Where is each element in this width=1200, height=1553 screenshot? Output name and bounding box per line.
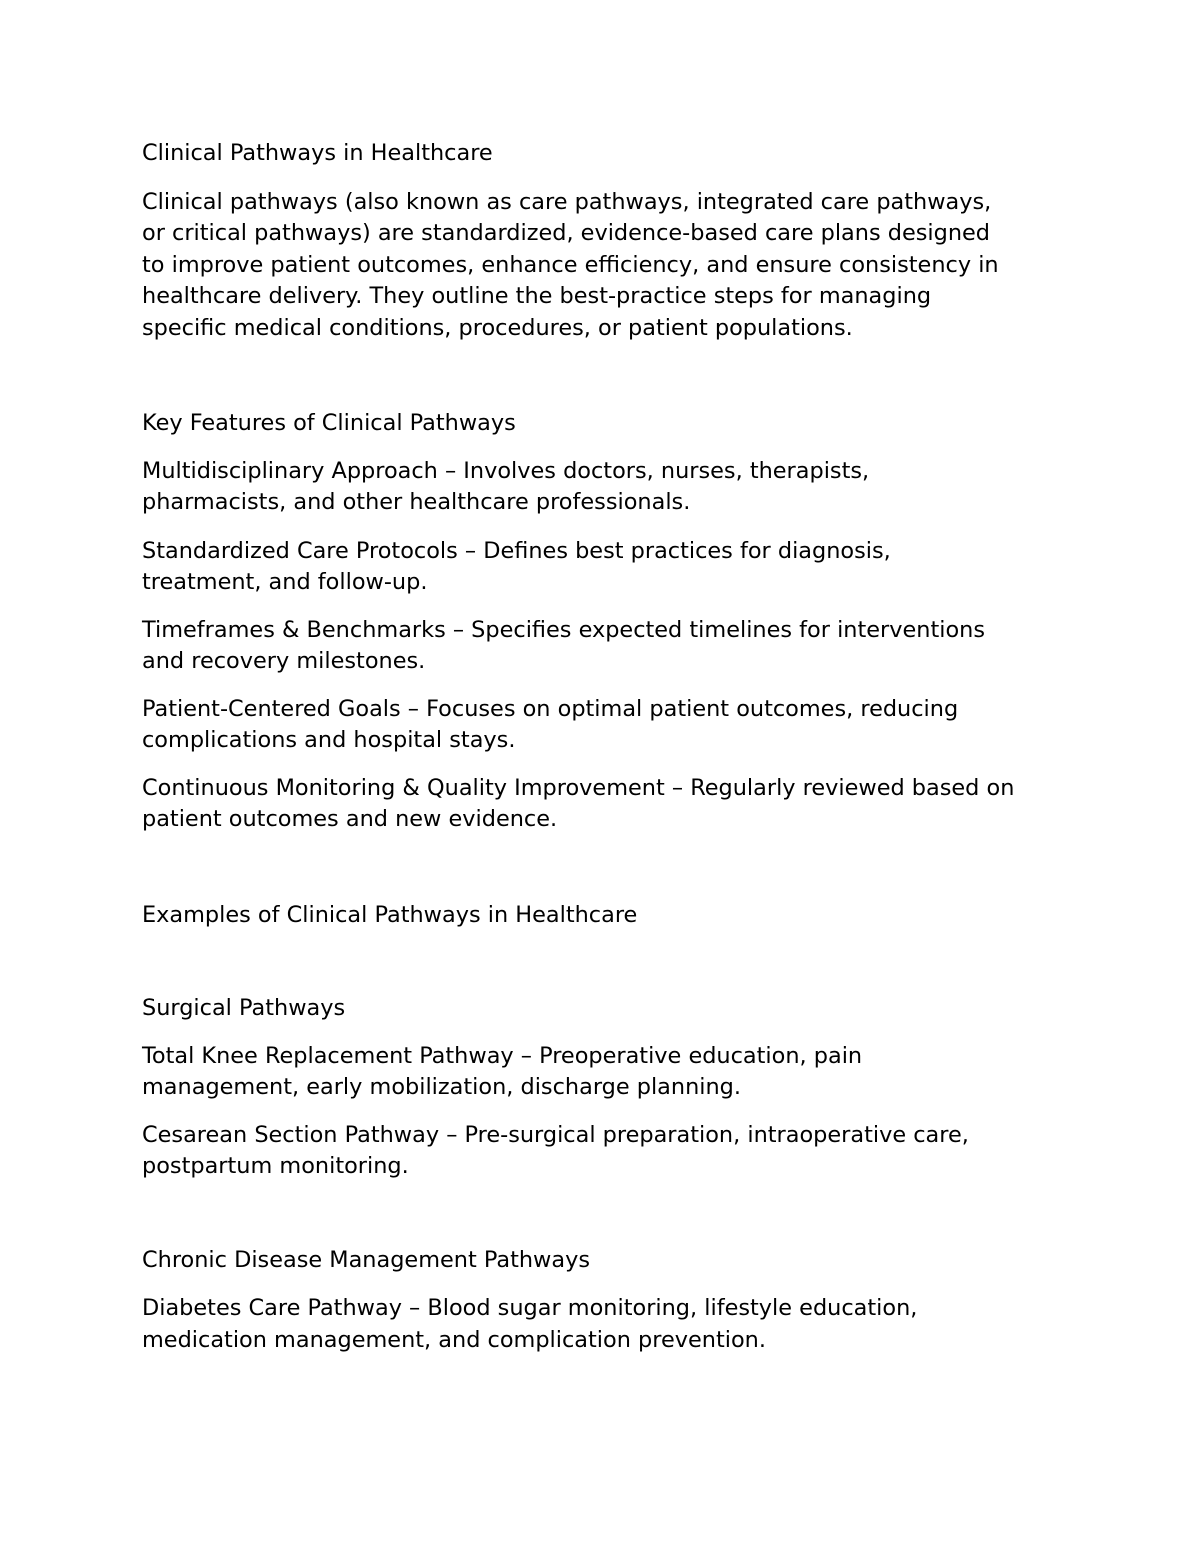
intro-line: healthcare delivery. They outline the best-practice steps for managing xyxy=(142,283,932,309)
feature-item xyxy=(142,773,1082,836)
heading-text: Chronic Disease Management Pathways xyxy=(142,1246,591,1273)
feature-line: Standardized Care Protocols – Defines best practices for diagnosis, xyxy=(142,537,891,564)
surgical-heading xyxy=(142,993,1082,1025)
intro-line: or critical pathways) are standardized, evidence-based care plans designed xyxy=(142,220,991,246)
intro-paragraph xyxy=(142,187,1082,345)
feature-line: complications and hospital stays. xyxy=(142,727,516,753)
heading-text: Key Features of Clinical Pathways xyxy=(142,410,516,436)
chronic-heading xyxy=(142,1245,1082,1277)
feature-item xyxy=(142,694,1082,757)
intro-line: specific medical conditions, procedures, or patient populations. xyxy=(142,314,853,341)
surgical-item xyxy=(142,1041,1082,1104)
intro-line: to improve patient outcomes, enhance efficiency, and ensure consistency in xyxy=(142,251,999,278)
surgical-line: management, early mobilization, discharge planning. xyxy=(142,1074,742,1100)
chronic-item xyxy=(142,1293,1082,1356)
surgical-line: postpartum monitoring. xyxy=(142,1153,409,1179)
heading-text: Examples of Clinical Pathways in Healthcare xyxy=(142,901,638,928)
title-text: Clinical Pathways in Healthcare xyxy=(142,140,493,166)
feature-line: Continuous Monitoring & Quality Improvement – Regularly reviewed based on xyxy=(142,774,1015,801)
intro-line: Clinical pathways (also known as care pathways, integrated care pathways, xyxy=(142,188,992,215)
chronic-line: medication management, and complication prevention. xyxy=(142,1326,766,1353)
document-title xyxy=(142,138,1082,170)
feature-line: pharmacists, and other healthcare professionals. xyxy=(142,489,691,515)
heading-text: Surgical Pathways xyxy=(142,995,346,1021)
feature-line: Patient-Centered Goals – Focuses on optimal patient outcomes, reducing xyxy=(142,695,959,722)
feature-line: Multidisciplinary Approach – Involves doctors, nurses, therapists, xyxy=(142,457,870,484)
examples-heading xyxy=(142,900,1082,932)
feature-line: and recovery milestones. xyxy=(142,648,426,674)
key-features-heading xyxy=(142,408,1082,440)
chronic-line: Diabetes Care Pathway – Blood sugar monitoring, lifestyle education, xyxy=(142,1295,918,1321)
surgical-line: Total Knee Replacement Pathway – Preoperative education, pain xyxy=(142,1042,863,1069)
feature-item xyxy=(142,536,1082,599)
feature-line: Timeframes & Benchmarks – Specifies expected timelines for interventions xyxy=(142,616,986,643)
feature-item xyxy=(142,456,1082,519)
surgical-item xyxy=(142,1120,1082,1183)
surgical-line: Cesarean Section Pathway – Pre-surgical preparation, intraoperative care, xyxy=(142,1121,969,1148)
document-page xyxy=(142,138,1082,1356)
feature-item xyxy=(142,615,1082,678)
feature-line: patient outcomes and new evidence. xyxy=(142,806,558,832)
feature-line: treatment, and follow-up. xyxy=(142,569,428,595)
